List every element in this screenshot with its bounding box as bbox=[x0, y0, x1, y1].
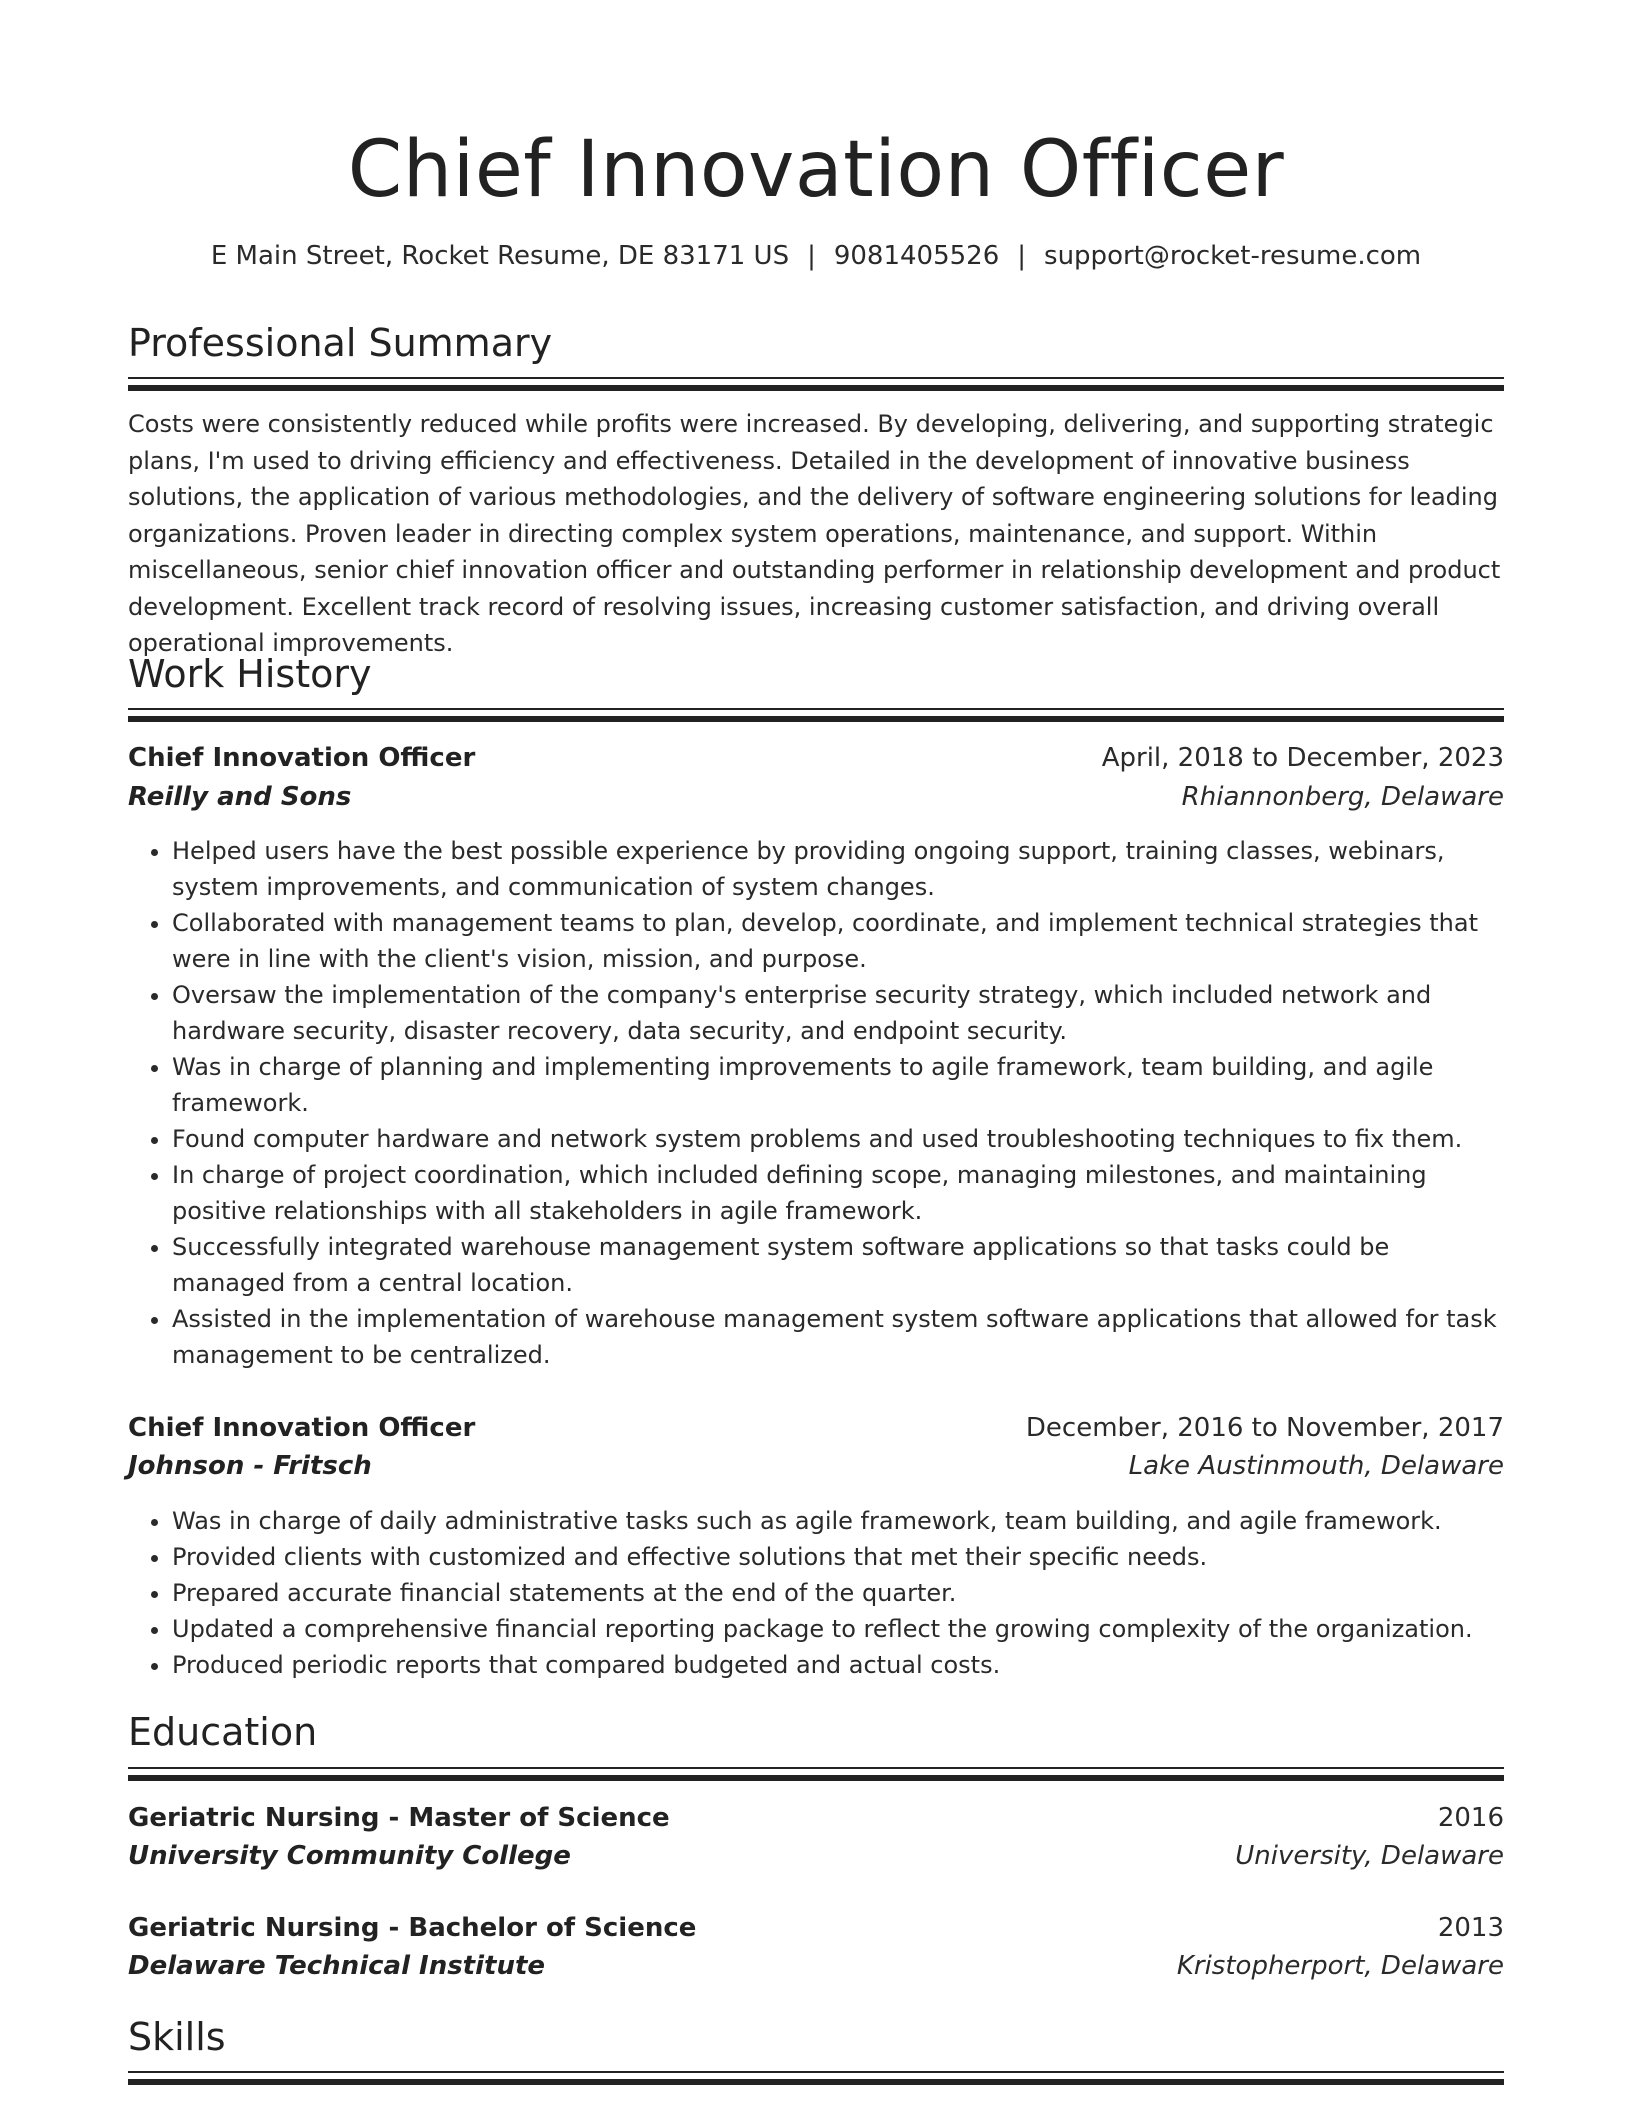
resume-name: Chief Innovation Officer bbox=[347, 125, 1285, 215]
job-location: Lake Austinmouth, Delaware bbox=[1128, 1451, 1504, 1481]
list-item: • Updated a comprehensive financial reporting package to reflect the growing complexity of the organization. bbox=[172, 1611, 1504, 1647]
education-year: 2016 bbox=[1437, 1803, 1504, 1833]
skills-section-header bbox=[128, 2013, 1504, 2061]
education-degree: Geriatric Nursing - Bachelor of Science bbox=[128, 1913, 697, 1943]
list-item: • Helped users have the best possible experience by providing ongoing support, training classes, webinars, system improvements, and communication of system changes. bbox=[172, 833, 1504, 905]
list-item: • Collaborated with management teams to plan, develop, coordinate, and implement technical strategies that were in line with the client's vision, mission, and purpose. bbox=[172, 905, 1504, 977]
job-header bbox=[128, 1410, 1504, 1446]
section-title-summary: Professional Summary bbox=[128, 321, 553, 365]
section-divider bbox=[128, 2079, 1504, 2085]
list-item: • Provided clients with customized and effective solutions that met their specific needs. bbox=[172, 1539, 1504, 1575]
education-subheader bbox=[128, 1948, 1504, 1984]
section-divider bbox=[128, 1767, 1504, 1769]
job-title: Chief Innovation Officer bbox=[128, 1413, 476, 1443]
job-location: Rhiannonberg, Delaware bbox=[1181, 782, 1504, 812]
education-location: University, Delaware bbox=[1235, 1841, 1504, 1871]
section-title-education: Education bbox=[128, 1710, 318, 1754]
job-title: Chief Innovation Officer bbox=[128, 743, 476, 773]
education-subheader bbox=[128, 1838, 1504, 1874]
education-school: Delaware Technical Institute bbox=[128, 1951, 546, 1981]
section-divider bbox=[128, 708, 1504, 710]
education-location: Kristopherport, Delaware bbox=[1176, 1951, 1504, 1981]
list-item: • Successfully integrated warehouse management system software applications so that tasks could be managed from a central location. bbox=[172, 1229, 1504, 1301]
list-item: • Found computer hardware and network system problems and used troubleshooting techniques to fix them. bbox=[172, 1121, 1504, 1157]
contact-line bbox=[128, 238, 1504, 274]
list-item: • In charge of project coordination, which included defining scope, managing milestones, and maintaining positive relationships with all stakeholders in agile framework. bbox=[172, 1157, 1504, 1229]
job-bullets bbox=[128, 833, 1504, 1373]
summary-text: Costs were consistently reduced while profits were increased. By developing, delivering, and supporting strategic plans, I'm used to driving efficiency and effectiveness. Detailed in the development of innovative business solutions, the application of various methodologies, and the delivery of software engineering solutions for leading organizations. Proven leader in directing complex system operations, maintenance, and support. Within miscellaneous, senior chief innovation officer and outstanding performer in relationship development and product development. Excellent track record of resolving issues, increasing customer satisfaction, and driving overall operational improvements. bbox=[128, 410, 1501, 657]
contact-email: support@rocket-resume.com bbox=[1044, 241, 1422, 271]
job-bullets bbox=[128, 1503, 1504, 1683]
education-degree: Geriatric Nursing - Master of Science bbox=[128, 1803, 670, 1833]
section-title-work: Work History bbox=[128, 652, 372, 696]
list-item: • Oversaw the implementation of the company's enterprise security strategy, which included network and hardware security, disaster recovery, data security, and endpoint security. bbox=[172, 977, 1504, 1049]
list-item: • Produced periodic reports that compared budgeted and actual costs. bbox=[172, 1647, 1504, 1683]
section-divider bbox=[128, 377, 1504, 379]
list-item: • Prepared accurate financial statements at the end of the quarter. bbox=[172, 1575, 1504, 1611]
job-dates: December, 2016 to November, 2017 bbox=[1025, 1413, 1504, 1443]
education-header bbox=[128, 1800, 1504, 1836]
education-header bbox=[128, 1910, 1504, 1946]
section-divider bbox=[128, 385, 1504, 391]
job-dates: April, 2018 to December, 2023 bbox=[1101, 743, 1504, 773]
list-item: • Was in charge of planning and implementing improvements to agile framework, team building, and agile framework. bbox=[172, 1049, 1504, 1121]
list-item: • Was in charge of daily administrative tasks such as agile framework, team building, and agile framework. bbox=[172, 1503, 1504, 1539]
job-company: Reilly and Sons bbox=[128, 782, 352, 812]
list-item: • Assisted in the implementation of warehouse management system software applications that allowed for task management to be centralized. bbox=[172, 1301, 1504, 1373]
contact-separator: | bbox=[807, 241, 816, 271]
work-section-header bbox=[128, 650, 1504, 698]
job-company: Johnson - Fritsch bbox=[128, 1451, 372, 1481]
job-subheader bbox=[128, 1448, 1504, 1484]
contact-address: E Main Street, Rocket Resume, DE 83171 US bbox=[210, 241, 790, 271]
job-subheader bbox=[128, 779, 1504, 815]
contact-separator: | bbox=[1017, 241, 1027, 271]
education-school: University Community College bbox=[128, 1841, 571, 1871]
section-divider bbox=[128, 1775, 1504, 1781]
section-divider bbox=[128, 2071, 1504, 2073]
education-section-header bbox=[128, 1708, 1504, 1756]
job-header bbox=[128, 740, 1504, 776]
section-divider bbox=[128, 716, 1504, 722]
section-title-skills: Skills bbox=[128, 2015, 226, 2059]
education-year: 2013 bbox=[1437, 1913, 1504, 1943]
contact-phone: 9081405526 bbox=[833, 241, 1000, 271]
summary-section-header bbox=[128, 319, 1504, 367]
